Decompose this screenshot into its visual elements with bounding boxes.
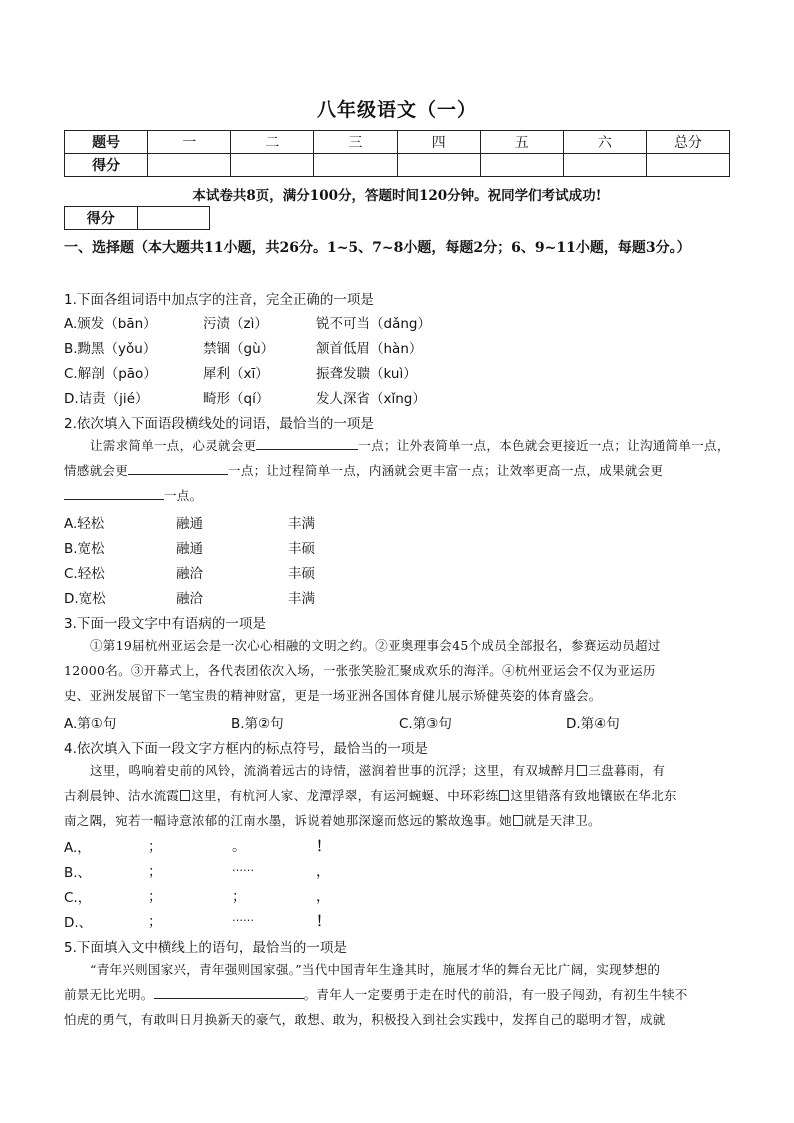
score-header-cell: 三 (314, 131, 397, 154)
q1-option[interactable]: A.颁发（bān） (64, 316, 157, 332)
q2-option-word: 丰硕 (288, 541, 315, 557)
score-header-cell: 六 (563, 131, 646, 154)
score-cell[interactable] (148, 154, 231, 177)
q5-text: 。青年人一定要勇于走在时代的前沿，有一股子闯劲，有初生牛犊不 (303, 987, 688, 1002)
q1-option-word: 污渍（zì） (203, 316, 268, 332)
q4-text: 这里，有杭河人家、龙潭浮翠，有运河蜿蜒、中环彩练 (191, 788, 499, 803)
q2-text: 就会更 (624, 463, 664, 478)
score-cell[interactable] (646, 154, 729, 177)
section-score-box (64, 206, 210, 230)
q5-text: 前景无比光明。 (64, 987, 154, 1002)
exam-notice: 本试卷共8页，满分100分，答题时间120分钟。祝同学们考试成功! (192, 188, 602, 204)
q5-line: 怕虎的勇气，有敢叫日月换新天的豪气，敢想、敢为，积极投入到社会实践中，发挥自己的聪明才智，成就 (64, 1012, 666, 1027)
q5-line: “青年兴则国家兴，青年强则国家强。”当代中国青年生逢其时，施展才华的舞台无比广阔，实现梦想的 (90, 962, 661, 977)
q4-text: 就是天津卫。 (524, 813, 601, 828)
q1-option-word: 颔首低眉（hàn） (316, 341, 423, 357)
q4-option[interactable]: B.、 (64, 865, 92, 881)
q2-option[interactable]: A.轻松 (64, 516, 105, 532)
q2-option[interactable]: C.轻松 (64, 566, 105, 582)
score-cell[interactable] (480, 154, 563, 177)
q3-line: ①第19届杭州亚运会是一次心心相融的文明之约。②亚奥理事会45个成员全部报名，参赛运动员超过 (90, 638, 661, 653)
q3-option-d[interactable]: D.第④句 (566, 716, 620, 732)
q3-line: 12000名。③开幕式上，各代表团依次入场，一张张笑脸汇聚成欢乐的海洋。④杭州亚运会不仅为亚运历 (64, 663, 656, 678)
q5-line (64, 982, 730, 1007)
section-score-label: 得分 (65, 207, 138, 230)
q4-text: 这里，鸣响着史前的风铃，流淌着远古的诗情，滋润着世事的沉浮；这里，有双城醉月 (90, 763, 577, 778)
q2-option-word: 丰满 (288, 591, 315, 607)
q2-option[interactable]: D.宽松 (64, 591, 106, 607)
q4-mark: …… (232, 861, 254, 874)
q1-option-word: 畸形（qí） (203, 391, 270, 407)
score-header-cell: 题号 (65, 131, 148, 154)
q1-option[interactable]: D.诘责（jié） (64, 391, 149, 407)
q5-passage (64, 957, 730, 1032)
q4-text: 南之隅，宛若一幅诗意浓郁的江南水墨，诉说着她那深邃而悠远的繁故逸事。她 (64, 813, 513, 828)
q4-option[interactable]: A.， (64, 840, 91, 856)
q3-option-c[interactable]: C.第③句 (399, 716, 452, 732)
q2-option-word: 融通 (176, 541, 203, 557)
q2-option-word: 融洽 (176, 566, 203, 582)
q4-text: 这里错落有致地镶嵌在华北东 (510, 788, 677, 803)
q2-option-word: 融通 (176, 516, 203, 532)
q3-stem: 3.下面一段文字中有语病的一项是 (64, 616, 266, 632)
q4-line (64, 808, 730, 833)
q4-text: 古刹晨钟、沽水流霞 (64, 788, 180, 803)
q2-option-word: 丰硕 (288, 566, 315, 582)
q2-option-word: 融洽 (176, 591, 203, 607)
section-score-cell[interactable] (137, 207, 210, 230)
q2-text: 让需求简单一点，心灵就会更 (90, 438, 257, 453)
q2-blank-3[interactable] (64, 485, 164, 500)
q1-option[interactable]: B.黝黑（yǒu） (64, 341, 157, 357)
q2-text: 单一点，情感就会更 (64, 438, 730, 478)
score-header-cell: 总分 (646, 131, 729, 154)
q3-passage (64, 633, 730, 708)
page-title: 八年级语文（一） (316, 99, 477, 121)
q5-stem: 5.下面填入文中横线上的语句，最恰当的一项是 (64, 940, 347, 956)
score-header-cell: 四 (397, 131, 480, 154)
q4-mark: …… (232, 911, 254, 924)
q4-box-4[interactable] (513, 815, 523, 826)
q4-box-2[interactable] (180, 790, 190, 801)
q2-passage (64, 433, 730, 508)
q5-blank[interactable] (154, 984, 304, 999)
q2-option-word: 丰满 (288, 516, 315, 532)
q2-option[interactable]: B.宽松 (64, 541, 105, 557)
q2-text: 一点；让外表简单一点，本色就会更接近一点；让沟通简 (358, 438, 679, 453)
q4-mark: ； (148, 839, 162, 855)
q4-mark: ！ (316, 839, 330, 855)
q1-option-word: 锐不可当（dǎng） (316, 316, 431, 332)
score-header-cell: 二 (231, 131, 314, 154)
q2-blank-1[interactable] (256, 435, 358, 450)
q1-stem: 1.下面各组词语中加点字的注音，完全正确的一项是 (64, 292, 374, 308)
q4-option[interactable]: D.、 (64, 915, 93, 931)
section-title: 一、选择题（本大题共11小题，共26分。1~5、7~8小题，每题2分；6、9~11小题，每题3分。） (64, 240, 691, 256)
score-table (64, 130, 730, 177)
q4-mark: ； (148, 889, 162, 905)
q4-mark: ， (316, 889, 330, 905)
q4-mark: ； (148, 864, 162, 880)
score-cell[interactable] (314, 154, 397, 177)
score-header-cell: 五 (480, 131, 563, 154)
q4-mark: ； (148, 914, 162, 930)
q4-stem: 4.依次填入下面一段文字方框内的标点符号，最恰当的一项是 (64, 741, 428, 757)
q1-option-word: 禁锢（gù） (203, 341, 275, 357)
q4-text: 三盘暮雨，有 (588, 763, 666, 778)
q4-line (64, 783, 730, 808)
score-row-label: 得分 (65, 154, 148, 177)
q4-option[interactable]: C.， (64, 890, 92, 906)
q4-mark: 。 (232, 839, 246, 855)
score-table-score-row (65, 154, 730, 177)
q3-option-b[interactable]: B.第②句 (231, 716, 284, 732)
q4-box-3[interactable] (499, 790, 509, 801)
q4-box-1[interactable] (577, 765, 587, 776)
score-table-header-row (65, 131, 730, 154)
q1-option-word: 发人深省（xǐng） (316, 391, 426, 407)
q2-stem: 2.依次填入下面语段横线处的词语，最恰当的一项是 (64, 416, 374, 432)
q4-mark: ， (316, 864, 330, 880)
score-header-cell: 一 (148, 131, 231, 154)
q2-text: 一点。 (164, 488, 203, 503)
q3-option-a[interactable]: A.第①句 (64, 716, 117, 732)
q4-line (64, 758, 730, 783)
q4-mark: ； (232, 889, 246, 905)
q3-line: 史、亚洲发展留下一笔宝贵的精神财富，更是一场亚洲各国体育健儿展示矫健英姿的体育盛会。 (64, 688, 602, 703)
score-cell[interactable] (397, 154, 480, 177)
score-cell[interactable] (231, 154, 314, 177)
score-cell[interactable] (563, 154, 646, 177)
q4-passage (64, 758, 730, 833)
q1-option-word: 振聋发聩（kuì） (316, 366, 417, 382)
q1-option-word: 犀利（xī） (203, 366, 269, 382)
q2-blank-2[interactable] (128, 460, 228, 475)
q4-mark: ！ (316, 914, 330, 930)
q2-text: 一点；让过程简单一点，内涵就会更丰富一点；让效率更高一点，成果 (228, 463, 625, 478)
q1-option[interactable]: C.解剖（pāo） (64, 366, 157, 382)
